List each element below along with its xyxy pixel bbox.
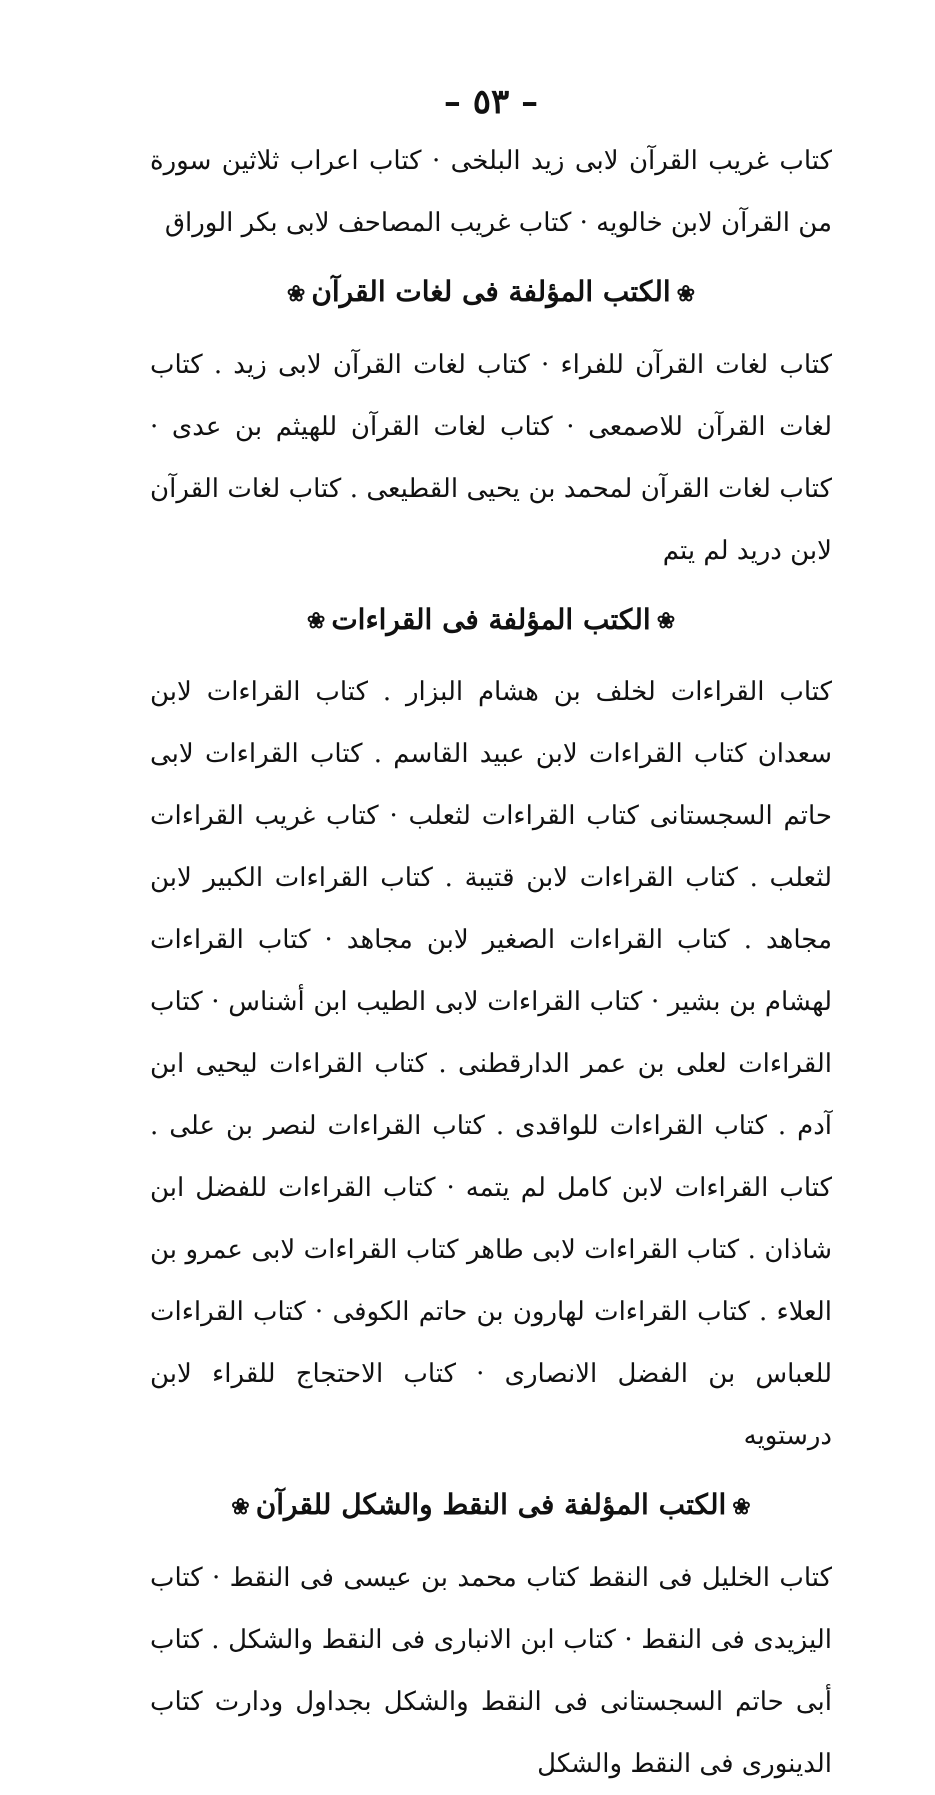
- section-heading-naqt: [150, 1473, 832, 1539]
- paragraph-qiraat: كتاب القراءات لخلف بن هشام البزار . كتاب القراءات لابن سعدان كتاب القراءات لابن عبيد القاسم . كتاب القراءات لابى حاتم السجستانى كتاب القراءات لثعلب · كتاب غريب القراءات لثعلب . كتاب القراءات لابن قتيبة . كتاب القراءات الكبير لابن مجاهد . كتاب القراءات الصغير لابن مجاهد · كتاب القراءات لهشام بن بشير · كتاب القراءات لابى الطيب ابن أشناس · كتاب القراءات لعلى بن عمر الدارقطنى . كتاب القراءات ليحيى ابن آدم . كتاب القراءات للواقدى . كتاب القراءات لنصر بن على . كتاب القراءات لابن كامل لم يتمه · كتاب القراءات للفضل ابن شاذان . كتاب القراءات لابى طاهر كتاب القراءات لابى عمرو بن العلاء . كتاب القراءات لهارون بن حاتم الكوفى · كتاب القراءات للعباس بن الفضل الانصارى · كتاب الاحتجاج للقراء لابن درستويه: [150, 677, 832, 1451]
- section-heading-lughat: [150, 260, 832, 326]
- ornament-icon: ❀: [306, 608, 326, 634]
- paragraph-gharib: كتاب غريب القرآن لابى زيد البلخى · كتاب اعراب ثلاثين سورة من القرآن لابن خالويه · كتاب غريب المصاحف لابى بكر الوراق: [150, 146, 832, 238]
- book-page: [150, 78, 832, 1795]
- heading-text: الكتب المؤلفة فى لغات القرآن: [311, 275, 671, 308]
- paragraph-lughat: كتاب لغات القرآن للفراء · كتاب لغات القرآن لابى زيد . كتاب لغات القرآن للاصمعى · كتاب لغات القرآن للهيثم بن عدى · كتاب لغات القرآن لمحمد بن يحيى القطيعى . كتاب لغات القرآن لابن دريد لم يتم: [150, 349, 833, 566]
- ornament-icon: ❀: [676, 280, 696, 307]
- paragraph-naqt: كتاب الخليل فى النقط كتاب محمد بن عيسى فى النقط · كتاب اليزيدى فى النقط · كتاب ابن الانبارى فى النقط والشكل . كتاب أبى حاتم السجستانى فى النقط والشكل بجداول ودارت كتاب الدينورى فى النقط والشكل: [150, 1562, 832, 1779]
- ornament-icon: ❀: [231, 1493, 250, 1520]
- heading-text: الكتب المؤلفة فى القراءات: [331, 602, 651, 636]
- ornament-icon: ❀: [656, 608, 676, 634]
- page-number: – ٥٣ –: [443, 82, 539, 122]
- section-heading-qiraat: [150, 588, 832, 654]
- heading-text: الكتب المؤلفة فى النقط والشكل للقرآن: [255, 1488, 727, 1521]
- ornament-icon: ❀: [732, 1493, 751, 1520]
- ornament-icon: ❀: [286, 280, 306, 307]
